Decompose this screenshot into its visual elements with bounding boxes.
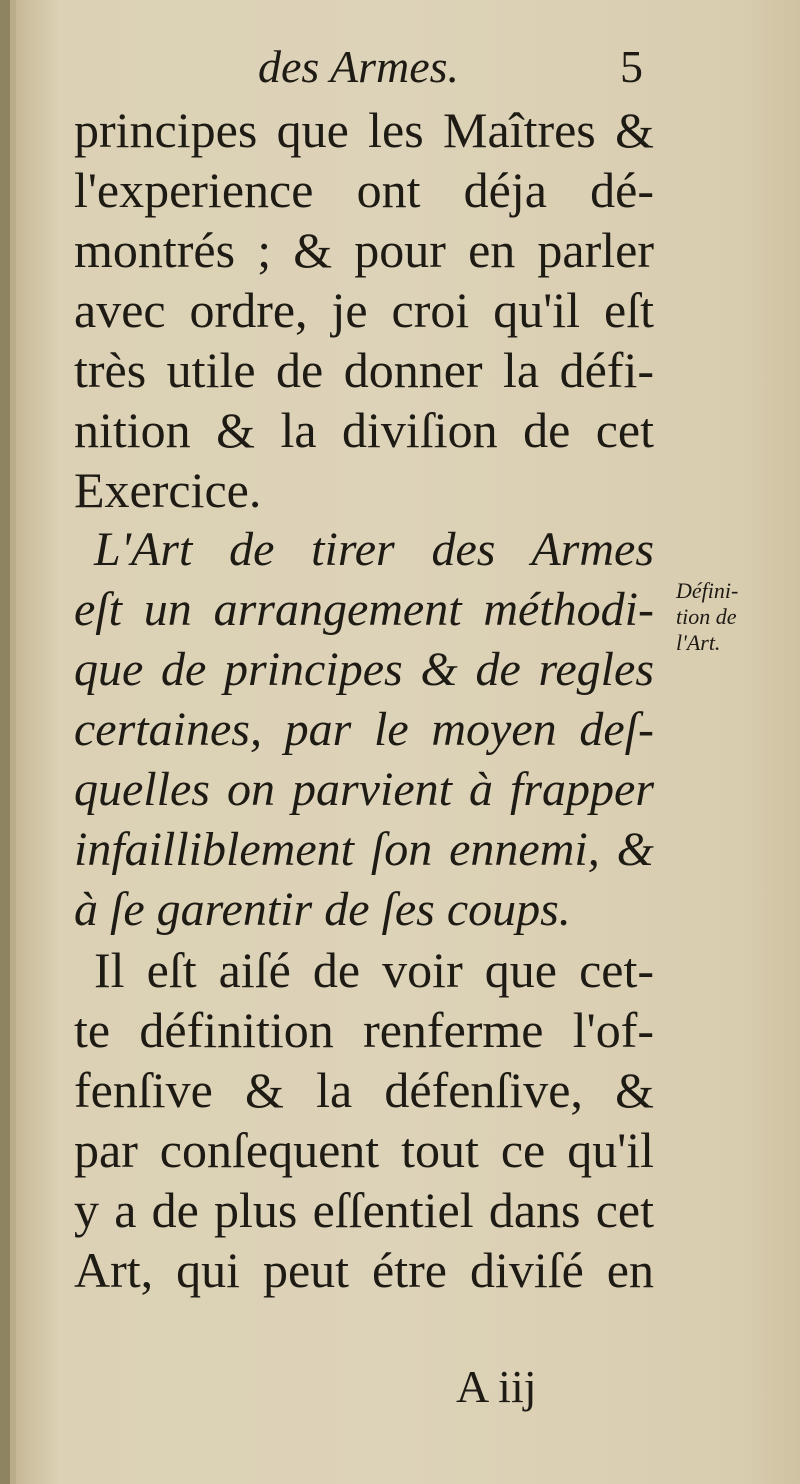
running-title: des Armes. bbox=[258, 41, 460, 92]
marginal-note bbox=[676, 578, 796, 656]
text-line: y a de plus eſſentiel dans cet bbox=[74, 1182, 654, 1238]
text-line: te définition renferme l'of- bbox=[74, 1002, 654, 1058]
text-line: l'experience ont déja dé- bbox=[74, 162, 654, 218]
page-gutter-shadow bbox=[0, 0, 10, 1484]
marginal-note-line: Défini- bbox=[676, 578, 739, 603]
text-line: Exercice. bbox=[74, 462, 262, 518]
page-number: 5 bbox=[620, 41, 643, 92]
text-line: très utile de donner la défi- bbox=[74, 342, 654, 398]
definition-line: quelles on parvient à frapper bbox=[74, 763, 654, 816]
text-line: avec ordre, je croi qu'il eſt bbox=[74, 282, 654, 338]
marginal-note-line: tion de bbox=[676, 604, 737, 629]
text-line: Art, qui peut étre diviſé en bbox=[74, 1242, 654, 1298]
definition-line: que de principes & de regles bbox=[74, 643, 654, 696]
marginal-note-line: l'Art. bbox=[676, 630, 721, 655]
signature-mark: A iij bbox=[456, 1361, 537, 1412]
body-text bbox=[74, 100, 654, 1300]
text-line: fenſive & la défenſive, & bbox=[74, 1062, 654, 1118]
text-line: par conſequent tout ce qu'il bbox=[74, 1122, 654, 1178]
text-line: montrés ; & pour en parler bbox=[74, 222, 654, 278]
page-gutter-edge bbox=[10, 0, 16, 1484]
definition-line: à ſe garentir de ſes coups. bbox=[74, 883, 571, 936]
text-line: principes que les Maîtres & bbox=[74, 102, 654, 158]
definition-line: infailliblement ſon ennemi, & bbox=[74, 823, 654, 876]
definition-line: L'Art de tirer des Armes bbox=[94, 523, 654, 576]
text-line: nition & la diviſion de cet bbox=[74, 402, 654, 458]
definition-line: certaines, par le moyen deſ- bbox=[74, 703, 654, 756]
definition-line: eſt un arrangement méthodi- bbox=[74, 583, 654, 636]
text-line: Il eſt aiſé de voir que cet- bbox=[94, 942, 654, 998]
